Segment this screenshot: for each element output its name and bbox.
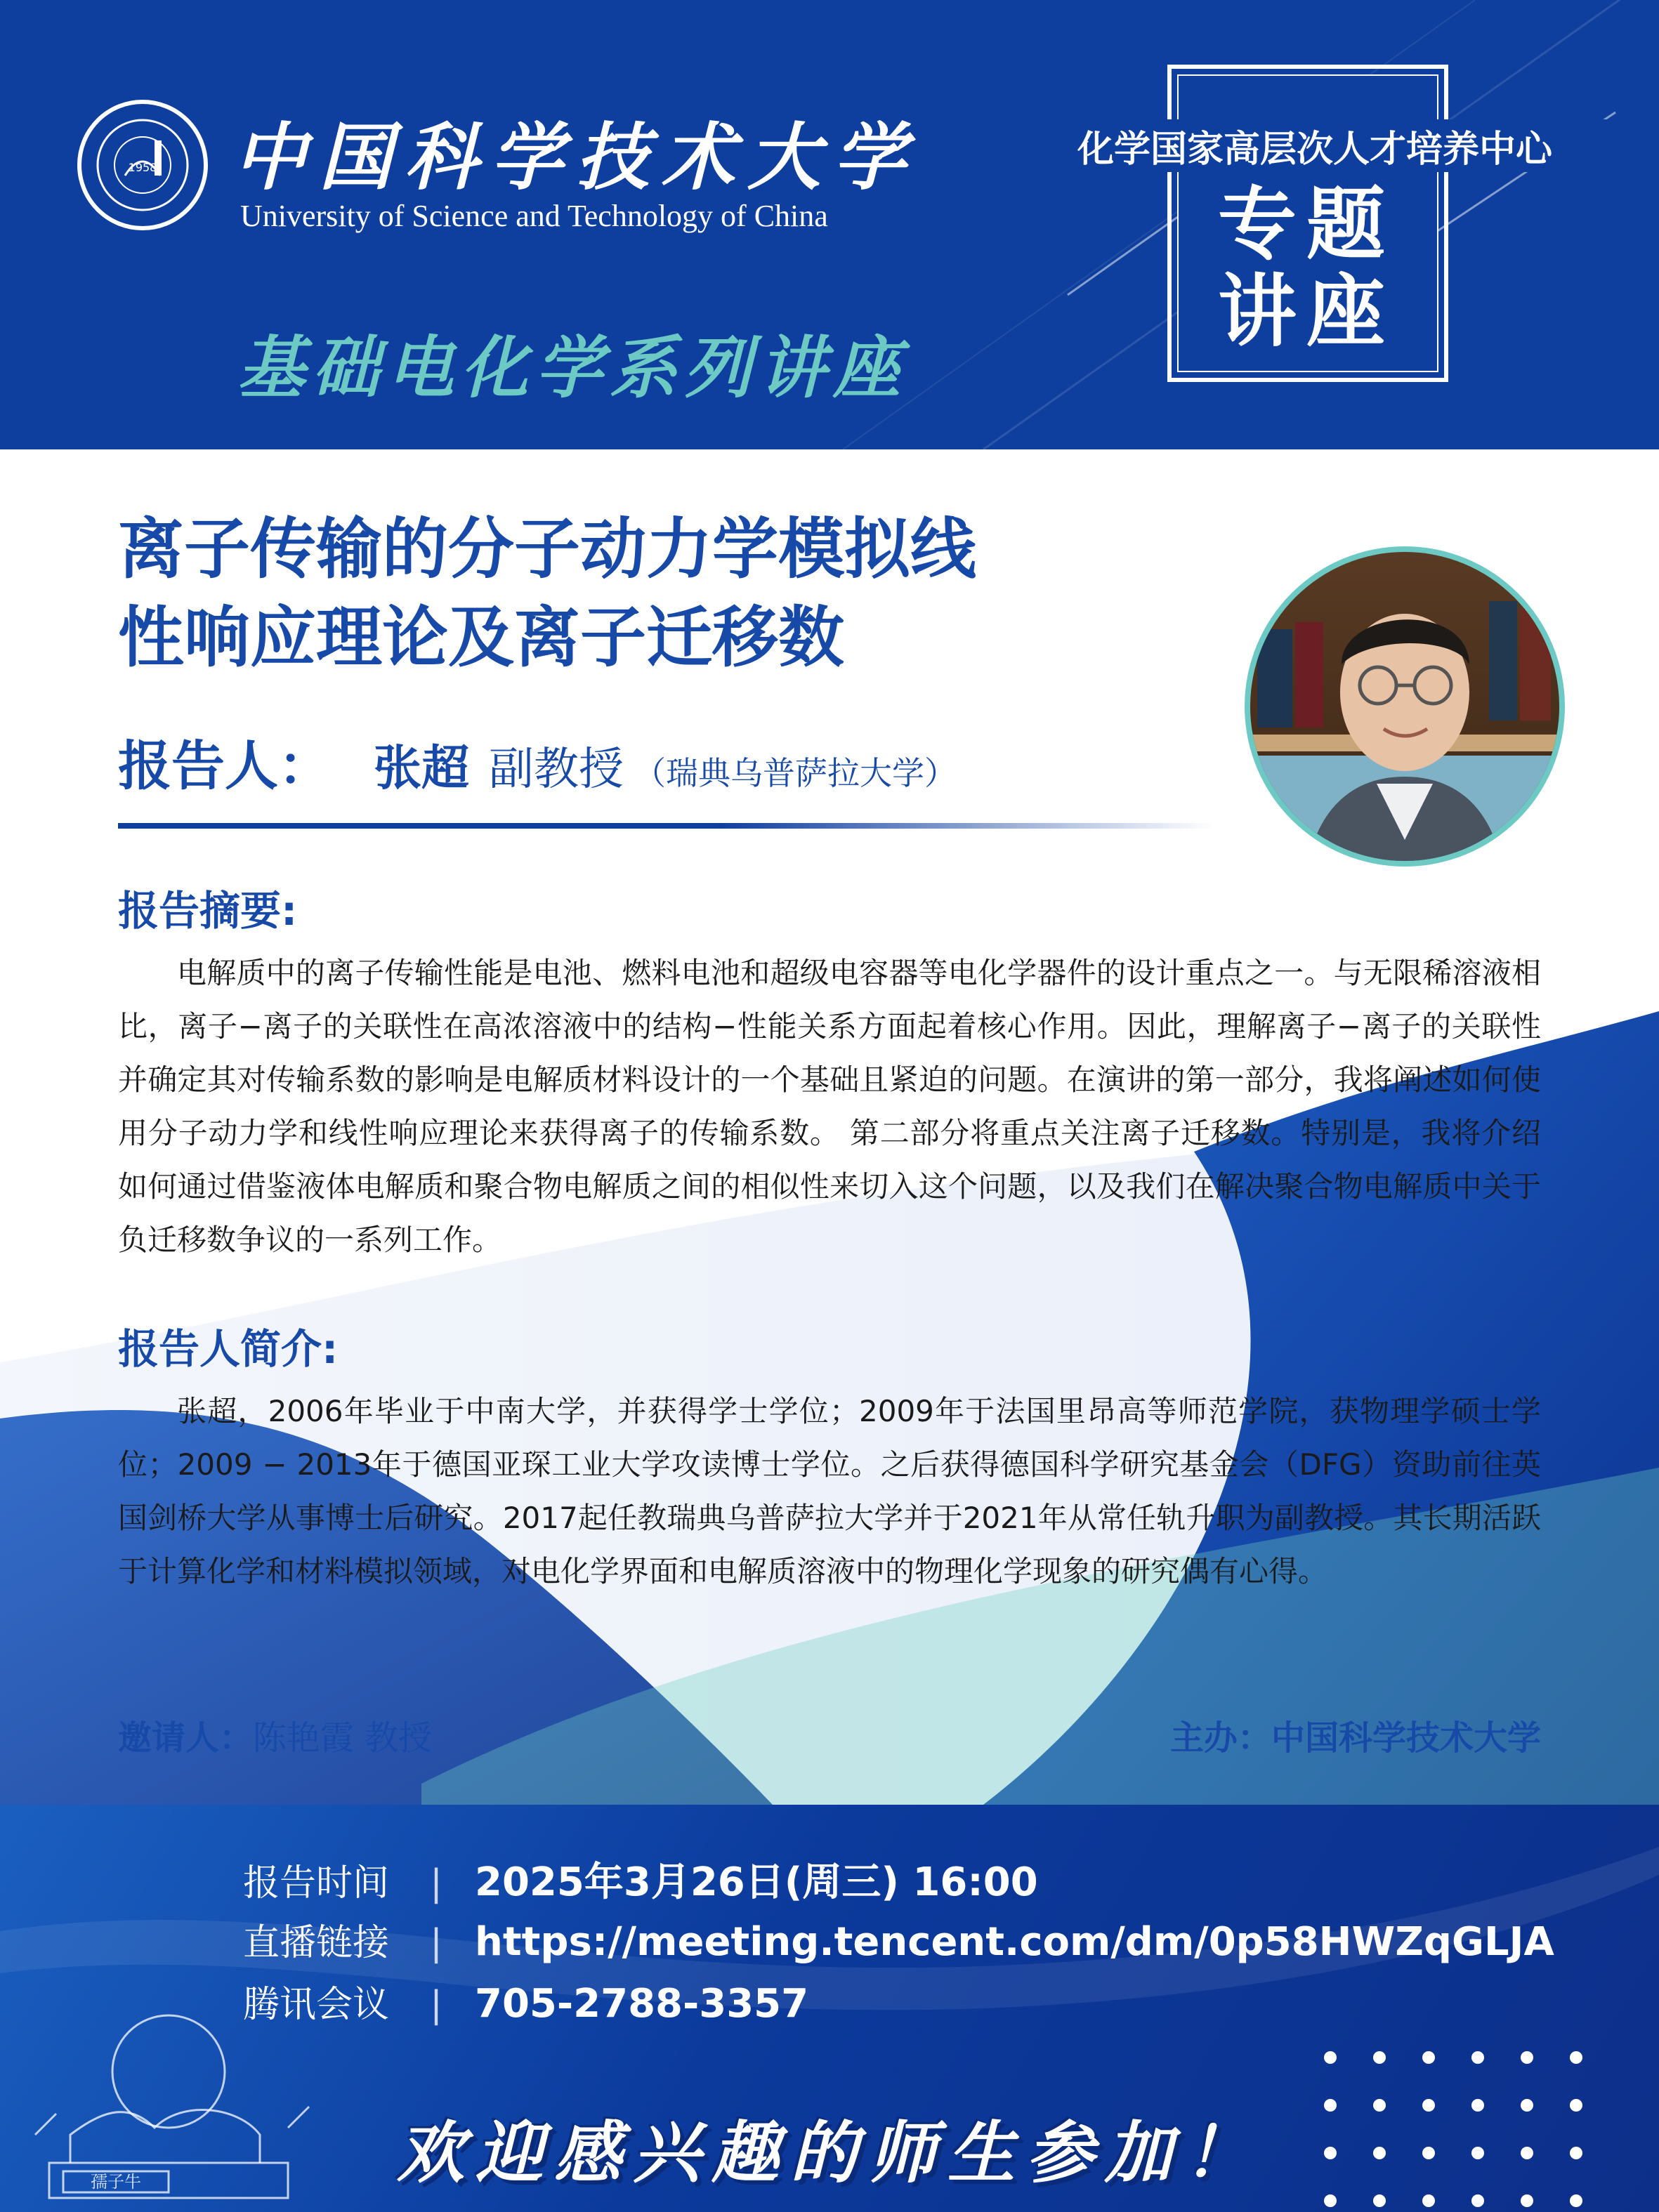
- bio-heading: 报告人简介:: [118, 1325, 339, 1373]
- talk-title-line2: 性响应理论及离子迁移数: [118, 600, 845, 676]
- time-separator: |: [430, 1862, 442, 1904]
- info-meeting-row: [243, 1975, 808, 2027]
- seal-year: 1958: [128, 161, 157, 174]
- speaker-photo: [1243, 545, 1566, 868]
- inviter-value: 陈艳霞 教授: [253, 1718, 433, 1758]
- special-label-line2: 讲座: [1218, 265, 1395, 357]
- meeting-label: 腾讯会议: [243, 1984, 390, 2026]
- welcome-slogan: 欢迎感兴趣的师生参加！: [397, 2113, 1262, 2192]
- sculpture-caption: 孺子牛: [91, 2172, 141, 2192]
- live-link[interactable]: https://meeting.tencent.com/dm/0p58HWZqGLJA: [475, 1919, 1554, 1965]
- abstract-heading: 报告摘要:: [118, 887, 298, 935]
- host-label: 主办：: [1169, 1718, 1271, 1758]
- link-label: 直播链接: [243, 1922, 390, 1964]
- inviter: [118, 1711, 432, 1759]
- university-name-cn: 中国科学技术大学: [233, 114, 919, 200]
- meeting-separator: |: [430, 1984, 442, 2026]
- talk-title: [118, 506, 976, 683]
- inviter-label: 邀请人：: [118, 1718, 254, 1758]
- speaker-affiliation: （瑞典乌普萨拉大学）: [634, 754, 957, 792]
- host-value: 中国科学技术大学: [1271, 1718, 1541, 1758]
- speaker-title: 副教授: [489, 744, 624, 796]
- bio-text: 张超，2006年毕业于中南大学，并获得学士学位；2009年于法国里昂高等师范学院，获物理学硕士学位；2009 − 2013年于德国亚琛工业大学攻读博士学位。之后获得德国科学研究基金会（DFG）资助前往英国剑桥大学从事博士后研究。2017起任教瑞典乌普萨拉大学并于2021年从常任轨升职为副教授。其长期活跃于计算化学和材料模拟领域，对电化学界面和电解质溶液中的物理化学现象的研究偶有心得。: [118, 1394, 1541, 1588]
- special-lecture-label: [1194, 178, 1419, 357]
- university-seal-icon: [76, 98, 209, 232]
- link-separator: |: [430, 1922, 442, 1964]
- time-value: 2025年3月26日(周三) 16:00: [475, 1859, 1038, 1905]
- info-time-row: [243, 1851, 1038, 1907]
- talk-title-line1: 离子传输的分子动力学模拟线: [118, 511, 977, 588]
- info-link-row: [243, 1913, 1554, 1966]
- lecture-series-title: 基础电化学系列讲座: [237, 328, 907, 407]
- speaker-label: 报告人：: [118, 735, 332, 797]
- time-label: 报告时间: [243, 1862, 390, 1904]
- meeting-id: 705-2788-3357: [475, 1981, 809, 2027]
- speaker-underline: [118, 823, 1214, 829]
- speaker-line: [118, 723, 957, 800]
- abstract-text: 电解质中的离子传输性能是电池、燃料电池和超级电容器等电化学器件的设计重点之一。与无限稀溶液相比，离子−离子的关联性在高浓溶液中的结构−性能关系方面起着核心作用。因此，理解离子−离子的关联性并确定其对传输系数的影响是电解质材料设计的一个基础且紧迫的问题。在演讲的第一部分，我将阐述如何使用分子动力学和线性响应理论来获得离子的传输系数。 第二部分将重点关注离子迁移数。特别是，我将介绍如何通过借鉴液体电解质和聚合物电解质之间的相似性来切入这个问题，以及我们在解决聚合物电解质中关于负迁移数争议的一系列工作。: [118, 956, 1541, 1257]
- university-name-en: University of Science and Technology of China: [240, 199, 828, 233]
- training-center-name: 化学国家高层次人才培养中心: [1020, 119, 1610, 172]
- host: [1170, 1711, 1541, 1759]
- speaker-name: 张超: [374, 741, 470, 796]
- special-label-line1: 专题: [1218, 178, 1395, 270]
